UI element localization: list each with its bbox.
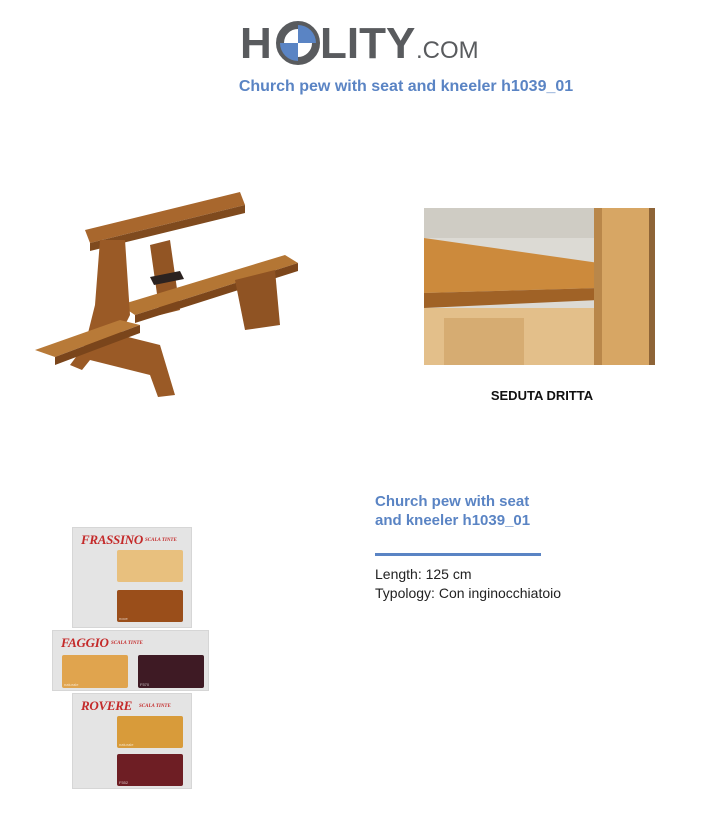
page-title: Church pew with seat and kneeler h1039_01: [238, 78, 574, 95]
finish-card-faggio: [52, 630, 209, 691]
product-name: Church pew with seat and kneeler h1039_01: [375, 493, 531, 529]
spec-value: 125 cm: [425, 566, 472, 582]
finish-subtitle: SCALA TINTE: [139, 704, 171, 709]
finish-chip: [117, 550, 183, 582]
photo-caption: SEDUTA DRITTA: [490, 388, 594, 403]
finish-subtitle: SCALA TINTE: [111, 641, 143, 646]
logo-letter-h: H: [240, 19, 272, 68]
finish-chip: naturale: [117, 716, 183, 748]
logo-suffix: .COM: [416, 37, 479, 64]
spec-length: [375, 566, 472, 582]
spec-label: Length:: [375, 566, 422, 582]
finish-card-rovere: [72, 693, 192, 789]
finish-card-frassino: [72, 527, 192, 628]
pew-product-image: [30, 185, 305, 410]
finish-chip: noce: [117, 590, 183, 622]
holity-logo[interactable]: [240, 10, 490, 70]
spec-value: Con inginocchiatoio: [438, 585, 562, 601]
finish-chip: F570: [138, 655, 204, 688]
finish-name: FRASSINO: [81, 532, 143, 547]
finish-name: FAGGIO: [61, 635, 109, 650]
accent-divider: [375, 553, 541, 556]
seat-detail-photo: [424, 208, 655, 365]
finish-chip: F552: [117, 754, 183, 786]
finish-name: ROVERE: [81, 698, 132, 713]
finish-chip: naturale: [62, 655, 128, 688]
spec-typology: [375, 585, 561, 601]
spec-label: Typology:: [375, 585, 435, 601]
logo-o-icon: [280, 25, 316, 61]
finish-subtitle: SCALA TINTE: [145, 538, 177, 543]
logo-text-lity: LITY: [320, 19, 416, 68]
